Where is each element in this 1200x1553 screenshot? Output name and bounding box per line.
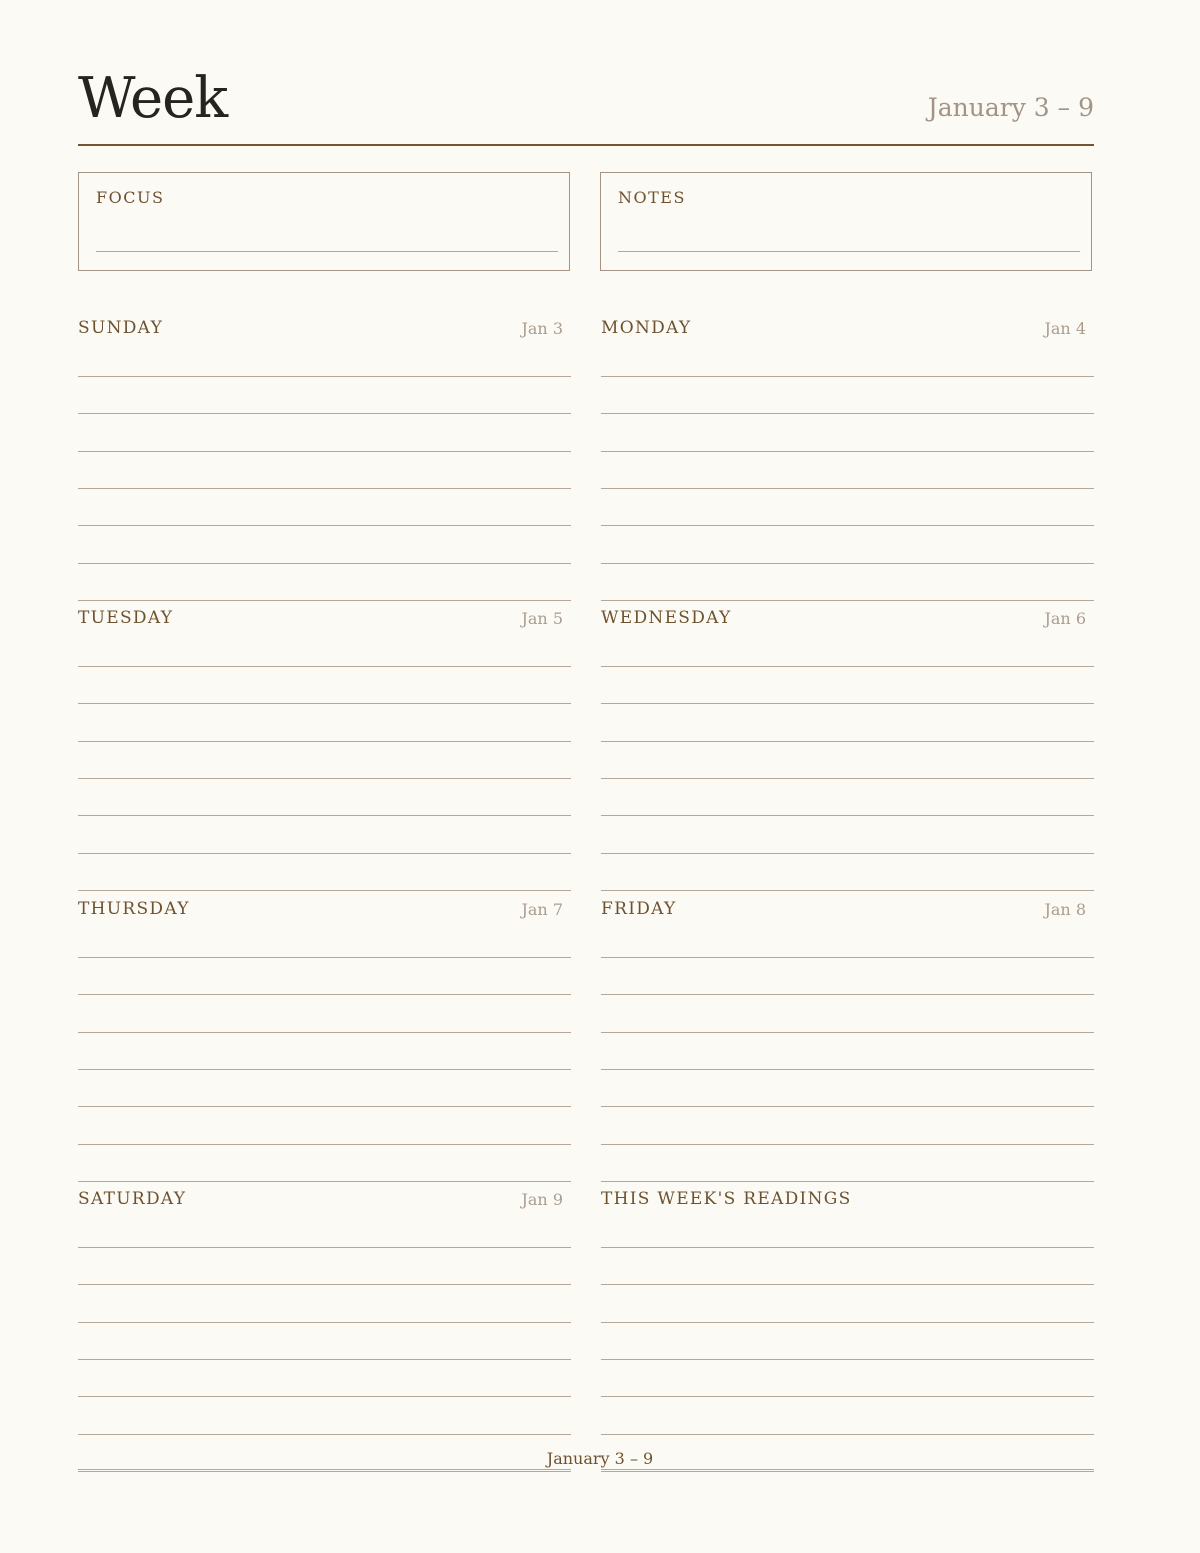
writing-line	[601, 563, 1094, 564]
focus-box[interactable]	[78, 172, 570, 271]
day-date: Jan 9	[521, 1190, 563, 1209]
writing-line	[601, 703, 1094, 704]
writing-line	[78, 1359, 571, 1360]
day-section-monday[interactable]	[601, 301, 1094, 566]
day-name: TUESDAY	[78, 608, 174, 628]
writing-line	[601, 994, 1094, 995]
readings-title: THIS WEEK'S READINGS	[601, 1189, 852, 1209]
day-name: THURSDAY	[78, 899, 190, 919]
writing-line	[78, 1069, 571, 1070]
writing-line	[601, 1434, 1094, 1435]
writing-line	[78, 1247, 571, 1248]
writing-line	[78, 1434, 571, 1435]
day-section-thursday[interactable]	[78, 882, 571, 1147]
writing-line	[78, 488, 571, 489]
day-section-sunday[interactable]	[78, 301, 571, 566]
writing-line	[601, 376, 1094, 377]
writing-line	[78, 1106, 571, 1107]
day-date: Jan 5	[521, 609, 563, 628]
writing-line	[78, 1396, 571, 1397]
writing-line	[78, 666, 571, 667]
day-name: MONDAY	[601, 318, 692, 338]
writing-line	[78, 778, 571, 779]
day-section-wednesday[interactable]	[601, 591, 1094, 856]
day-section-friday[interactable]	[601, 882, 1094, 1147]
writing-line	[601, 1247, 1094, 1248]
day-name: WEDNESDAY	[601, 608, 732, 628]
notes-label: NOTES	[618, 188, 686, 207]
footer-range: January 3 – 9	[546, 1449, 654, 1468]
day-date: Jan 4	[1044, 319, 1086, 338]
writing-line	[78, 853, 571, 854]
writing-line	[78, 1144, 571, 1145]
writing-line	[601, 853, 1094, 854]
writing-line	[78, 1284, 571, 1285]
writing-line	[601, 957, 1094, 958]
writing-line	[78, 376, 571, 377]
day-name: FRIDAY	[601, 899, 677, 919]
page-title: Week	[78, 66, 228, 131]
writing-line	[601, 815, 1094, 816]
writing-line	[601, 1144, 1094, 1145]
writing-line	[601, 1032, 1094, 1033]
day-date: Jan 8	[1044, 900, 1086, 919]
day-date: Jan 3	[521, 319, 563, 338]
writing-line	[78, 1322, 571, 1323]
writing-line	[601, 741, 1094, 742]
writing-line	[601, 488, 1094, 489]
writing-line	[78, 563, 571, 564]
writing-line	[601, 525, 1094, 526]
writing-line	[601, 1322, 1094, 1323]
writing-line	[78, 1032, 571, 1033]
writing-line	[78, 525, 571, 526]
writing-line	[78, 957, 571, 958]
writing-line	[601, 666, 1094, 667]
writing-line	[601, 1069, 1094, 1070]
focus-writing-line	[96, 251, 558, 252]
day-section-tuesday[interactable]	[78, 591, 571, 856]
day-date: Jan 7	[521, 900, 563, 919]
writing-line	[601, 413, 1094, 414]
writing-line	[78, 413, 571, 414]
writing-line	[601, 778, 1094, 779]
writing-line	[78, 451, 571, 452]
notes-writing-line	[618, 251, 1080, 252]
writing-line	[601, 1471, 1094, 1472]
notes-box[interactable]	[600, 172, 1092, 271]
writing-line	[78, 815, 571, 816]
focus-label: FOCUS	[96, 188, 165, 207]
writing-line	[601, 1359, 1094, 1360]
day-section-saturday[interactable]	[78, 1172, 571, 1437]
week-range: January 3 – 9	[927, 93, 1094, 122]
writing-line	[78, 994, 571, 995]
writing-line	[78, 1471, 571, 1472]
day-name: SUNDAY	[78, 318, 164, 338]
readings-section[interactable]	[601, 1172, 1094, 1437]
header-divider	[78, 144, 1094, 146]
writing-line	[601, 451, 1094, 452]
writing-line	[601, 1106, 1094, 1107]
day-date: Jan 6	[1044, 609, 1086, 628]
writing-line	[601, 1284, 1094, 1285]
day-name: SATURDAY	[78, 1189, 187, 1209]
writing-line	[78, 703, 571, 704]
writing-line	[601, 1396, 1094, 1397]
writing-line	[78, 741, 571, 742]
